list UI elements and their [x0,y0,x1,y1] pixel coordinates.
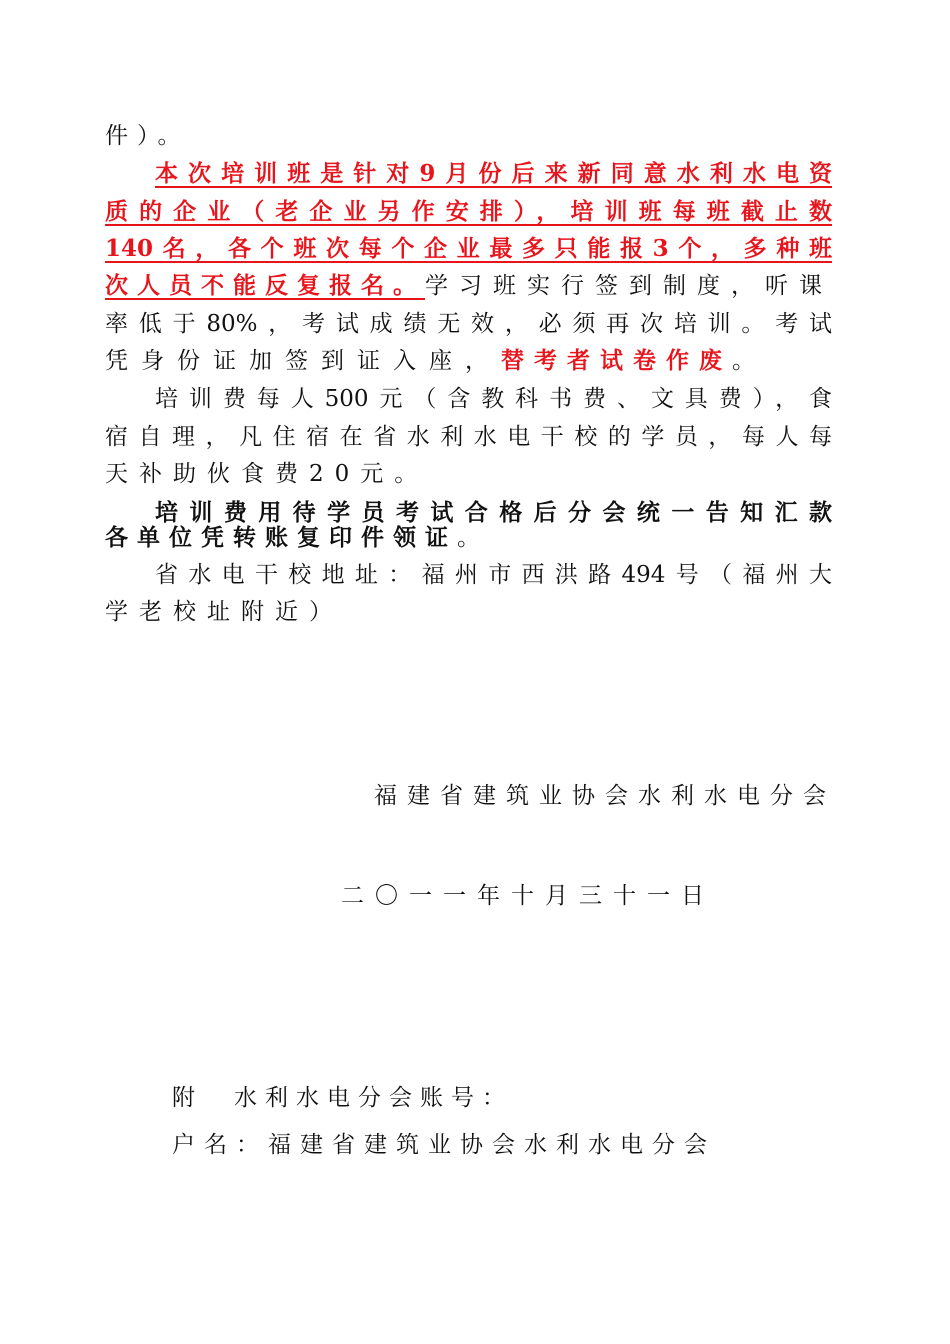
signature-org: 福建省建筑业协会水利水电分会 [374,783,836,809]
text-line: 学老校址附近） [105,599,343,625]
text-line-highlight: 140名，各个班次每个企业最多只能报3个，多种班 [105,235,832,262]
text-line: 省水电干校地址：福州市西洪路494号（福州大 [155,562,832,588]
text-line-bold: 培训费用待学员考试合格后分会统一告知汇款 [155,499,832,526]
text-span: 学习班实行签到制度，听课 [425,273,833,299]
text-line [105,346,832,376]
bold-text: 各单位凭转账复印件领证 [105,524,457,551]
highlight-text: 次人员不能反复报名。 [105,272,425,299]
text-line-highlight: 质的企业（老企业另作安排），培训班每班截止数 [105,198,832,225]
signature-date: 二〇一一年十月三十一日 [341,883,715,909]
text-span: 凭身份证加签到证入座， [105,348,501,374]
attachment-title: 附 水利水电分会账号： [172,1085,513,1111]
text-line: 宿自理，凡住宿在省水利水电干校的学员，每人每 [105,424,832,450]
text-line-highlight: 本次培训班是针对9月份后来新同意水利水电资 [155,160,832,187]
text-line: 培训费每人500元（含教科书费、文具费），食 [155,386,832,412]
text-line: 件）。 [105,123,190,149]
highlight-text: 替考者试卷作废 [501,347,732,374]
account-name: 户名：福建省建筑业协会水利水电分会 [172,1132,716,1158]
text-span: 。 [457,525,480,551]
text-span: 。 [732,348,755,374]
text-line [105,523,832,553]
text-line [105,271,832,301]
text-line: 天补助伙食费20元。 [105,461,429,487]
text-line: 率低于80%，考试成绩无效，必须再次培训。考试 [105,311,832,337]
